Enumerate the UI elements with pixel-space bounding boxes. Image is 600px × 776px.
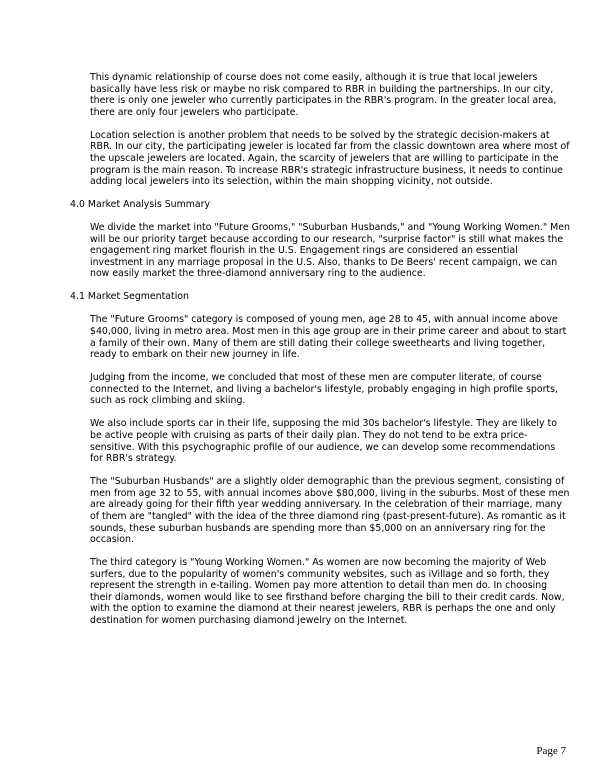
paragraph-suburban-husbands: The "Suburban Husbands" are a slightly older demographic than the previous segment, consisting of men from age 32 to 55, with annual incomes above $80,000, living in the suburbs. Most of these men are already going for their fifth year wedding anniversary. In the celebration of their marriage, many of them are "tangled" with the idea of the three diamond ring (past-present-future). As romantic as it sounds, these suburban husbands are spending more than $5,000 on an anniversary ring for the occasion. (90, 476, 570, 546)
paragraph-young-working-women: The third category is "Young Working Women." As women are now becoming the majority of Web surfers, due to the popularity of women's community websites, such as iVillage and so forth, they represent the strength in e-tailing. Women pay more attention to detail than men do. In choosing their diamonds, women would like to see firsthand before charging the bill to their credit cards. Now, with the option to examine the diamond at their nearest jewelers, RBR is perhaps the one and only destination for women purchasing diamond jewelry on the Internet. (90, 557, 565, 627)
paragraph-future-grooms: The "Future Grooms" category is composed of young men, age 28 to 45, with annual income above $40,000, living in metro area. Most men in this age group are in their prime career and about to start a family of their own. Many of them are still dating their college sweethearts and living together, ready to embark on their new journey in life. (90, 314, 567, 361)
paragraph-market-division: We divide the market into "Future Grooms," "Suburban Husbands," and "Young Working Women." Men will be our priority target because according to our research, "surprise factor" is still what makes the engagement ring market flourish in the U.S. Engagement rings are considered an essential investment in any marriage proposal in the U.S. Also, thanks to De Beers' recent campaign, we can now easily market the three-diamond anniversary ring to the audience. (90, 222, 570, 280)
page-number: Page 7 (536, 745, 566, 757)
paragraph-income-lifestyle: Judging from the income, we concluded that most of these men are computer literate, of course connected to the Internet, and living a bachelor's lifestyle, probably engaging in high profile sports, such as rock climbing and skiing. (90, 372, 558, 407)
heading-market-analysis-summary: 4.0 Market Analysis Summary (70, 199, 211, 211)
heading-market-segmentation: 4.1 Market Segmentation (70, 291, 189, 303)
paragraph-sports-car: We also include sports car in their life, supposing the mid 30s bachelor's lifestyle. They are likely to be active people with cruising as parts of their daily plan. They do not tend to be extra price-sensitive. With this psychographic profile of our audience, we can develop some recommendations for RBR's strategy. (90, 418, 557, 465)
paragraph-jeweler-relationship: This dynamic relationship of course does not come easily, although it is true that local jewelers basically have less risk or maybe no risk compared to RBR in building the partnerships. In our city, there is only one jeweler who currently participates in the RBR's program. In the greater local area, there are only four jewelers who participate. (90, 72, 557, 118)
paragraph-location-selection: Location selection is another problem that needs to be solved by the strategic decision-makers at RBR. In our city, the participating jeweler is located far from the classic downtown area where most of the upscale jewelers are located. Again, the scarcity of jewelers that are willing to participate in the program is the main reason. To increase RBR's strategic infrastructure business, it needs to continue adding local jewelers into its selection, within the main shopping vicinity, not outside. (90, 129, 570, 188)
page-body (70, 72, 570, 638)
